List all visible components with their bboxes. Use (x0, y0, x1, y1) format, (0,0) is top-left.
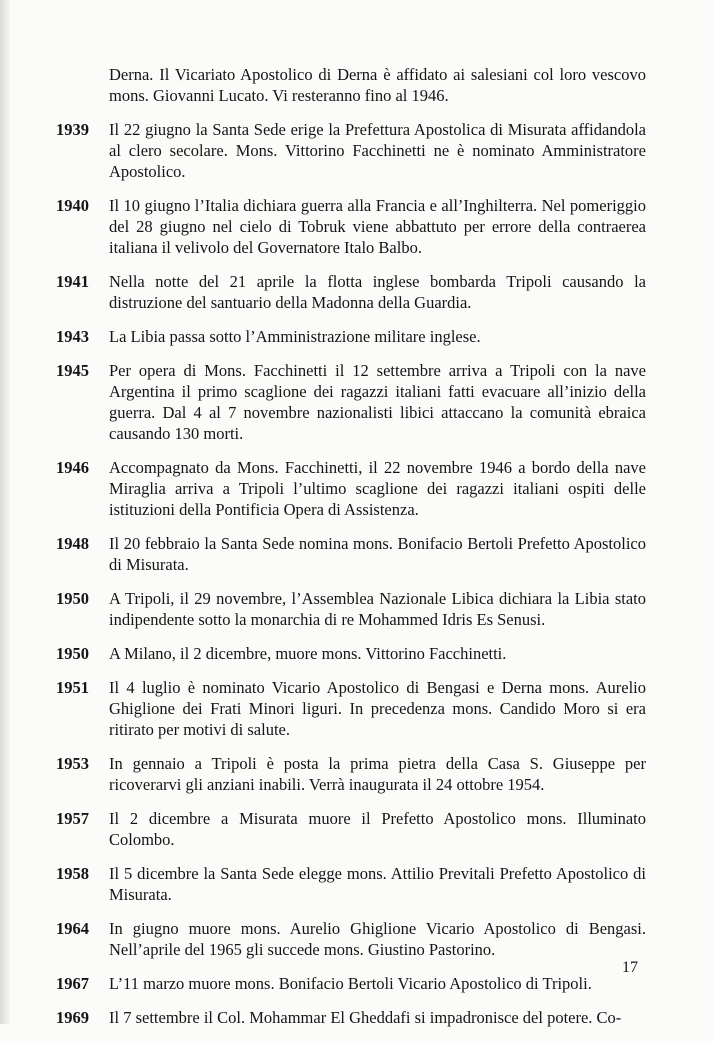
timeline-text: Il 5 dicembre la Santa Sede elegge mons. Attilio Previtali Prefetto Apostolico di Misurata. (109, 864, 646, 904)
timeline-text: A Milano, il 2 dicembre, muore mons. Vittorino Facchinetti. (109, 644, 507, 663)
timeline-text: Il 4 luglio è nominato Vicario Apostolico di Bengasi e Derna mons. Aurelio Ghiglione dei Frati Minori liguri. In precedenza mons. Candido Moro si era ritirato per motivi di salute. (109, 678, 646, 739)
timeline-text: Derna. Il Vicariato Apostolico di Derna è affidato ai salesiani col loro vescovo mons. Giovanni Lucato. Vi resteranno fino al 1946. (109, 65, 646, 105)
timeline-year: 1969 (56, 1008, 89, 1027)
timeline-entry (56, 753, 646, 795)
timeline-text: In giugno muore mons. Aurelio Ghiglione Vicario Apostolico di Bengasi. Nell’aprile del 1965 gli succede mons. Giustino Pastorino. (109, 919, 646, 959)
timeline-year: 1945 (56, 361, 89, 380)
timeline-entry (56, 863, 646, 905)
timeline-year: 1950 (56, 589, 89, 608)
timeline-text: In gennaio a Tripoli è posta la prima pietra della Casa S. Giuseppe per ricoverarvi gli anziani inabili. Verrà inaugurata il 24 ottobre 1954. (109, 754, 646, 794)
timeline-year: 1957 (56, 809, 89, 828)
timeline-text: A Tripoli, il 29 novembre, l’Assemblea Nazionale Libica dichiara la Libia stato indipendente sotto la monarchia di re Mohammed Idris Es Senusi. (109, 589, 646, 629)
timeline-year: 1953 (56, 754, 89, 773)
timeline-year: 1943 (56, 327, 89, 346)
timeline-entry (56, 195, 646, 258)
timeline-text: Il 2 dicembre a Misurata muore il Prefetto Apostolico mons. Illuminato Colombo. (109, 809, 646, 849)
timeline-year: 1964 (56, 919, 89, 938)
timeline-year: 1951 (56, 678, 89, 697)
timeline-entry (56, 271, 646, 313)
timeline-entry (56, 457, 646, 520)
timeline-entry (56, 588, 646, 630)
timeline-text: Accompagnato da Mons. Facchinetti, il 22 novembre 1946 a bordo della nave Miraglia arriva a Tripoli l’ultimo scaglione dei ragazzi italiani ospiti delle istituzioni della Pontificia Opera di Assistenza. (109, 458, 646, 519)
timeline-year: 1958 (56, 864, 89, 883)
timeline-year: 1967 (56, 974, 89, 993)
timeline-text: Nella notte del 21 aprile la flotta inglese bombarda Tripoli causando la distruzione del santuario della Madonna della Guardia. (109, 272, 646, 312)
timeline-year: 1946 (56, 458, 89, 477)
timeline-entry (56, 643, 646, 664)
timeline-entry (56, 360, 646, 444)
timeline-entry (56, 808, 646, 850)
timeline-text: L’11 marzo muore mons. Bonifacio Bertoli Vicario Apostolico di Tripoli. (109, 974, 592, 993)
timeline-year: 1950 (56, 644, 89, 663)
timeline-entry (56, 119, 646, 182)
timeline-entry (56, 918, 646, 960)
timeline-text: Il 22 giugno la Santa Sede erige la Prefettura Apostolica di Misurata affidandola al clero secolare. Mons. Vittorino Facchinetti ne è nominato Amministratore Apostolico. (109, 120, 646, 181)
timeline-entry (56, 533, 646, 575)
timeline-year: 1941 (56, 272, 89, 291)
timeline-year: 1940 (56, 196, 89, 215)
timeline-year: 1948 (56, 534, 89, 553)
timeline-text: Per opera di Mons. Facchinetti il 12 settembre arriva a Tripoli con la nave Argentina il primo scaglione dei ragazzi italiani fatti evacuare all’inizio della guerra. Dal 4 al 7 novembre nazionalisti libici attaccano la comunità ebraica causando 130 morti. (109, 361, 646, 443)
timeline-entry (56, 326, 646, 347)
timeline-text: Il 10 giugno l’Italia dichiara guerra alla Francia e all’Inghilterra. Nel pomeriggio del 28 giugno nel cielo di Tobruk viene abbattuto per errore della contraerea italiana il velivolo del Governatore Italo Balbo. (109, 196, 646, 257)
page-edge-shadow (0, 0, 10, 1024)
timeline-text: Il 7 settembre il Col. Mohammar El Gheddafi si impadronisce del potere. Co- (109, 1008, 622, 1027)
timeline-text: La Libia passa sotto l’Amministrazione militare inglese. (109, 327, 481, 346)
timeline-entry (56, 64, 646, 106)
timeline-year: 1939 (56, 120, 89, 139)
timeline-entry (56, 1007, 646, 1028)
page-number: 17 (622, 959, 638, 976)
timeline-entry (56, 677, 646, 740)
timeline-text: Il 20 febbraio la Santa Sede nomina mons. Bonifacio Bertoli Prefetto Apostolico di Misurata. (109, 534, 646, 574)
timeline-entry (56, 973, 646, 994)
timeline (56, 64, 646, 1041)
